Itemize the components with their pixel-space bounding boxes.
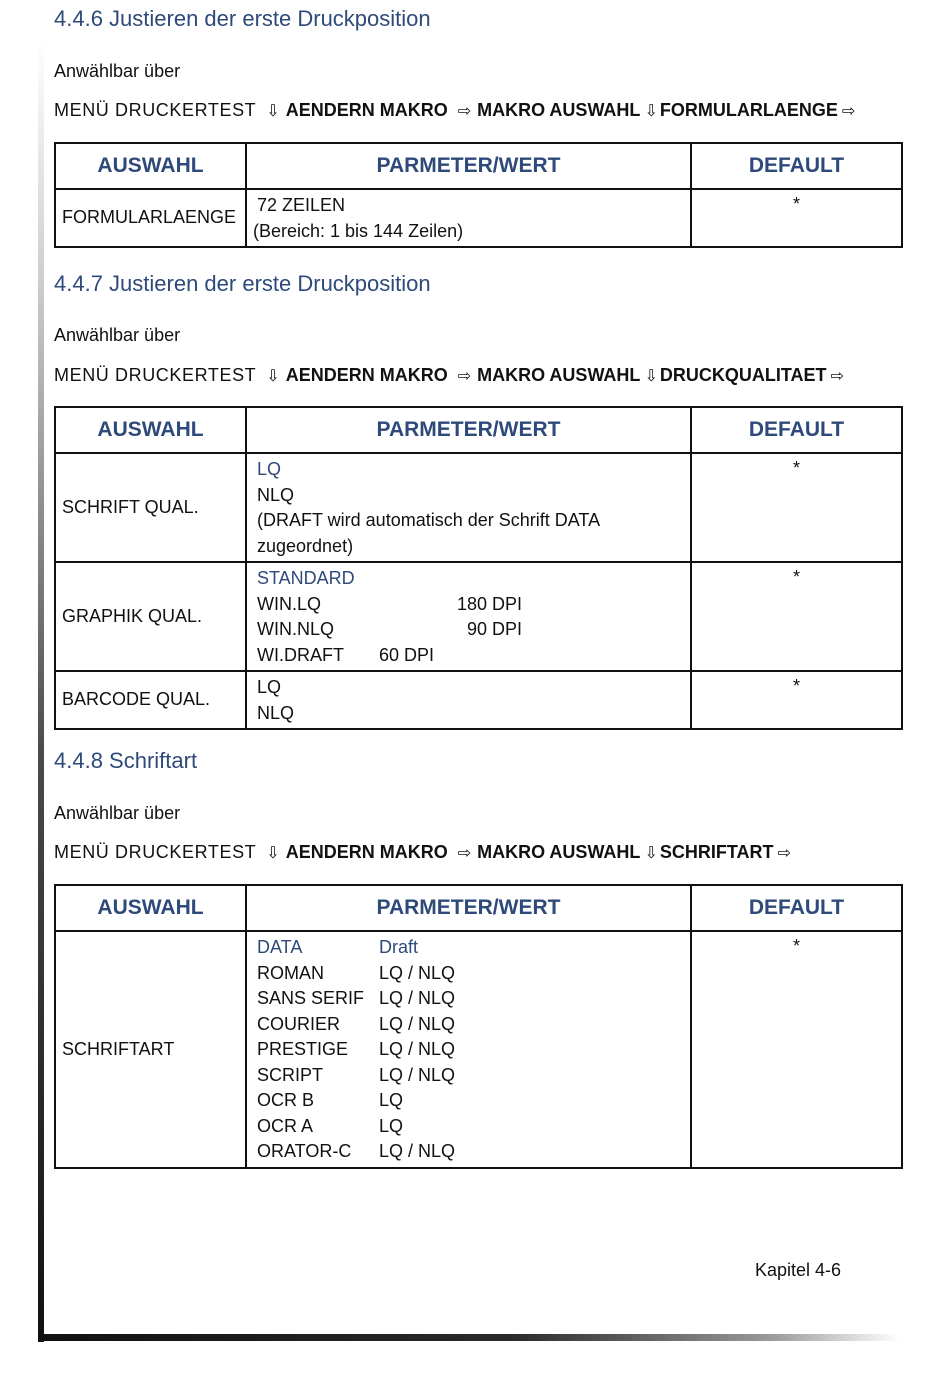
- pair-label: WI.DRAFT: [257, 644, 344, 665]
- value-pair: [257, 617, 680, 643]
- font-name: OCR A: [257, 1115, 314, 1136]
- font-row: [257, 1088, 680, 1114]
- option-name: FORMULARLAENGE: [55, 189, 246, 247]
- option-name: SCHRIFT QUAL.: [55, 453, 246, 562]
- right-arrow-icon: ⇨: [841, 101, 856, 120]
- font-quality: LQ / NLQ: [379, 1141, 456, 1161]
- menu-path-446: [54, 100, 857, 121]
- option-values: [246, 189, 691, 247]
- right-arrow-icon: ⇨: [457, 843, 472, 862]
- option-name: SCHRIFTART: [55, 931, 246, 1168]
- font-quality: LQ / NLQ: [379, 1039, 456, 1059]
- pair-label: WIN.LQ: [257, 593, 322, 614]
- font-quality: LQ / NLQ: [379, 988, 456, 1008]
- down-arrow-icon: ⇩: [644, 366, 658, 385]
- right-arrow-icon: ⇨: [777, 843, 791, 862]
- right-arrow-icon: ⇨: [457, 366, 472, 385]
- page-border-left: [38, 40, 44, 1342]
- option-name: BARCODE QUAL.: [55, 671, 246, 729]
- font-row: [257, 1114, 680, 1140]
- value-line-selected: LQ: [257, 459, 282, 479]
- menu-path-447: [54, 365, 846, 386]
- option-values: [246, 671, 691, 729]
- menu-path-step: MAKRO AUSWAHL: [477, 100, 641, 120]
- menu-path-step: MAKRO AUSWAHL: [477, 842, 641, 862]
- section-intro-447: Anwählbar über: [54, 325, 181, 345]
- column-header: AUSWAHL: [55, 407, 246, 453]
- font-name: OCR B: [257, 1090, 315, 1110]
- down-arrow-icon: ⇩: [644, 843, 658, 862]
- pair-label: WIN.NLQ: [257, 619, 335, 639]
- value-line: NLQ: [257, 484, 295, 505]
- font-list: [246, 931, 691, 1168]
- value-line-selected: STANDARD: [257, 568, 355, 588]
- font-quality: Draft: [379, 937, 419, 957]
- column-header: PARMETER/WERT: [246, 143, 691, 189]
- menu-path-step: FORMULARLAENGE: [659, 100, 838, 120]
- column-header: DEFAULT: [691, 143, 902, 189]
- font-quality: LQ: [379, 1090, 404, 1110]
- right-arrow-icon: ⇨: [830, 366, 844, 385]
- option-values: [246, 453, 691, 562]
- down-arrow-icon: ⇩: [644, 101, 658, 120]
- font-name: SANS SERIF: [257, 988, 365, 1008]
- menu-path-root: MENÜ DRUCKERTEST: [54, 100, 257, 120]
- value-line: LQ: [257, 677, 282, 697]
- section-title-447: 4.4.7 Justieren der erste Druckposition: [54, 271, 431, 296]
- menu-path-step: SCHRIFTART: [659, 842, 774, 862]
- default-marker: *: [691, 931, 902, 1168]
- font-name: PRESTIGE: [257, 1039, 349, 1059]
- pair-value: 180 DPI: [457, 593, 523, 614]
- option-name: GRAPHIK QUAL.: [55, 562, 246, 671]
- value-pair: [257, 643, 680, 669]
- column-header: AUSWAHL: [55, 885, 246, 931]
- value-line: 72 ZEILEN: [257, 195, 346, 215]
- down-arrow-icon: ⇩: [266, 101, 280, 120]
- menu-path-root: MENÜ DRUCKERTEST: [54, 842, 257, 862]
- page-footer: Kapitel 4-6: [755, 1260, 842, 1280]
- column-header: PARMETER/WERT: [246, 885, 691, 931]
- pair-value: 60 DPI: [379, 644, 435, 665]
- font-name: SCRIPT: [257, 1064, 324, 1085]
- right-arrow-icon: ⇨: [457, 101, 472, 120]
- font-name: ROMAN: [257, 962, 324, 983]
- font-row: [257, 935, 680, 961]
- font-row: [257, 1037, 680, 1063]
- default-marker: *: [691, 189, 902, 247]
- section-intro-448: Anwählbar über: [54, 803, 181, 823]
- menu-path-root: MENÜ DRUCKERTEST: [54, 365, 257, 385]
- font-name: ORATOR-C: [257, 1141, 352, 1161]
- down-arrow-icon: ⇩: [266, 366, 280, 385]
- value-line: (Bereich: 1 bis 144 Zeilen): [253, 220, 464, 241]
- options-table-446: [54, 142, 903, 248]
- font-row: [257, 961, 680, 987]
- font-quality: LQ / NLQ: [379, 1013, 456, 1034]
- down-arrow-icon: ⇩: [266, 843, 280, 862]
- menu-path-step: MAKRO AUSWAHL: [477, 365, 641, 385]
- font-quality: LQ: [379, 1115, 404, 1136]
- section-title-446: 4.4.6 Justieren der erste Druckposition: [54, 6, 431, 31]
- value-line: NLQ: [257, 702, 295, 723]
- column-header: AUSWAHL: [55, 143, 246, 189]
- font-row: [257, 1012, 680, 1038]
- value-line: zugeordnet): [257, 535, 354, 556]
- font-quality: LQ / NLQ: [379, 1064, 456, 1085]
- value-pair: [257, 592, 680, 618]
- section-title-448: 4.4.8 Schriftart: [54, 748, 198, 773]
- default-marker: *: [691, 671, 902, 729]
- column-header: DEFAULT: [691, 885, 902, 931]
- options-table-447: [54, 406, 903, 730]
- menu-path-step: AENDERN MAKRO: [285, 365, 448, 385]
- value-line: (DRAFT wird automatisch der Schrift DATA: [257, 510, 601, 530]
- menu-path-step: AENDERN MAKRO: [285, 100, 448, 120]
- font-name: DATA: [257, 937, 303, 957]
- column-header: PARMETER/WERT: [246, 407, 691, 453]
- default-marker: *: [691, 562, 902, 671]
- font-row: [257, 986, 680, 1012]
- menu-path-step: AENDERN MAKRO: [285, 842, 448, 862]
- font-row: [257, 1139, 680, 1165]
- font-name: COURIER: [257, 1013, 341, 1034]
- font-quality: LQ / NLQ: [379, 962, 456, 983]
- page-border-bottom: [38, 1334, 900, 1341]
- default-marker: *: [691, 453, 902, 562]
- options-table-448: [54, 884, 903, 1169]
- menu-path-step: DRUCKQUALITAET: [659, 365, 827, 385]
- pair-value: 90 DPI: [467, 619, 523, 639]
- font-row: [257, 1063, 680, 1089]
- column-header: DEFAULT: [691, 407, 902, 453]
- menu-path-448: [54, 842, 793, 863]
- section-intro-446: Anwählbar über: [54, 61, 181, 81]
- option-values: [246, 562, 691, 671]
